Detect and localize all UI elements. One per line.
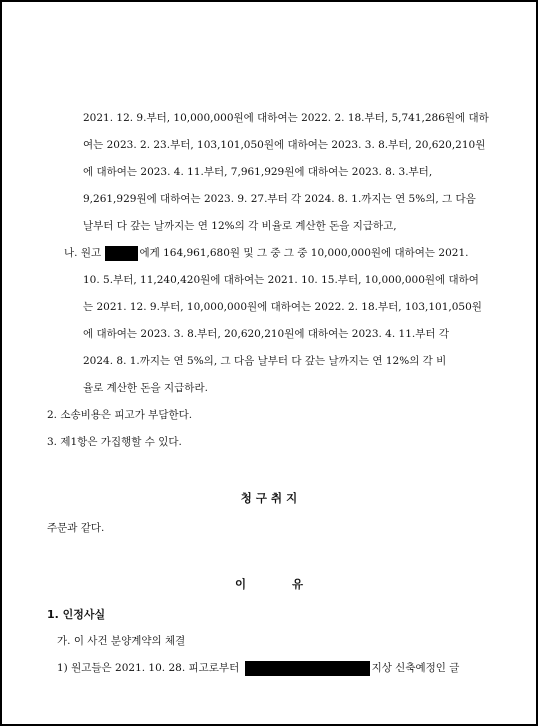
claim-text: 주문과 같다. [47,522,105,534]
reason-heading-left: 이 [235,577,247,591]
item-1-1: 1) 원고들은 2021. 10. 28. 피고로부터 지상 신축예정인 글 [57,662,460,674]
na-line-4: 에 대하여는 2023. 3. 8.부터, 20,620,210원에 대하여는 2023. 4. 11.부터 각 [83,328,449,340]
subsection-ga: 가. 이 사건 분양계약의 체결 [57,635,186,647]
na-line-6: 율로 계산한 돈을 지급하라. [83,382,208,394]
order-item-3: 3. 제1항은 가집행할 수 있다. [47,436,182,448]
order-item-2: 2. 소송비용은 피고가 부담한다. [47,409,193,421]
na-line-1: 나. 원고 에게 164,961,680원 및 그 중 그 중 10,000,000원에 대하여는 2021. [64,247,469,259]
ga-line-1: 2021. 12. 9.부터, 10,000,000원에 대하여는 2022. 2. 18.부터, 5,741,286원에 대하 [83,112,489,124]
claim-heading: 청 구 취 지 [240,491,298,505]
redaction-block [105,246,138,261]
ga-line-5: 날부터 다 갚는 날까지는 연 12%의 각 비율로 계산한 돈을 지급하고, [83,220,397,232]
ga-line-3: 에 대하여는 2023. 4. 11.부터, 7,961,929원에 대하여는 2023. 8. 3.부터, [83,166,433,178]
na-line-3: 는 2021. 12. 9.부터, 10,000,000원에 대하여는 2022. 2. 18.부터, 103,101,050원 [83,301,482,313]
na-line-2: 10. 5.부터, 11,240,420원에 대하여는 2021. 10. 15.부터, 10,000,000원에 대하여 [83,274,479,286]
na-line-5: 2024. 8. 1.까지는 연 5%의, 그 다음 날부터 다 갚는 날까지는 연 12%의 각 비 [83,355,447,367]
ga-line-4: 9,261,929원에 대하여는 2023. 9. 27.부터 각 2024. 8. 1.까지는 연 5%의, 그 다음 [83,193,476,205]
ga-line-2: 여는 2023. 2. 23.부터, 103,101,050원에 대하여는 2023. 3. 8.부터, 20,620,210원 [83,139,486,151]
reason-heading-right: 유 [292,577,304,591]
section-1-title: 1. 인정사실 [47,608,106,621]
redaction-block [245,661,370,676]
